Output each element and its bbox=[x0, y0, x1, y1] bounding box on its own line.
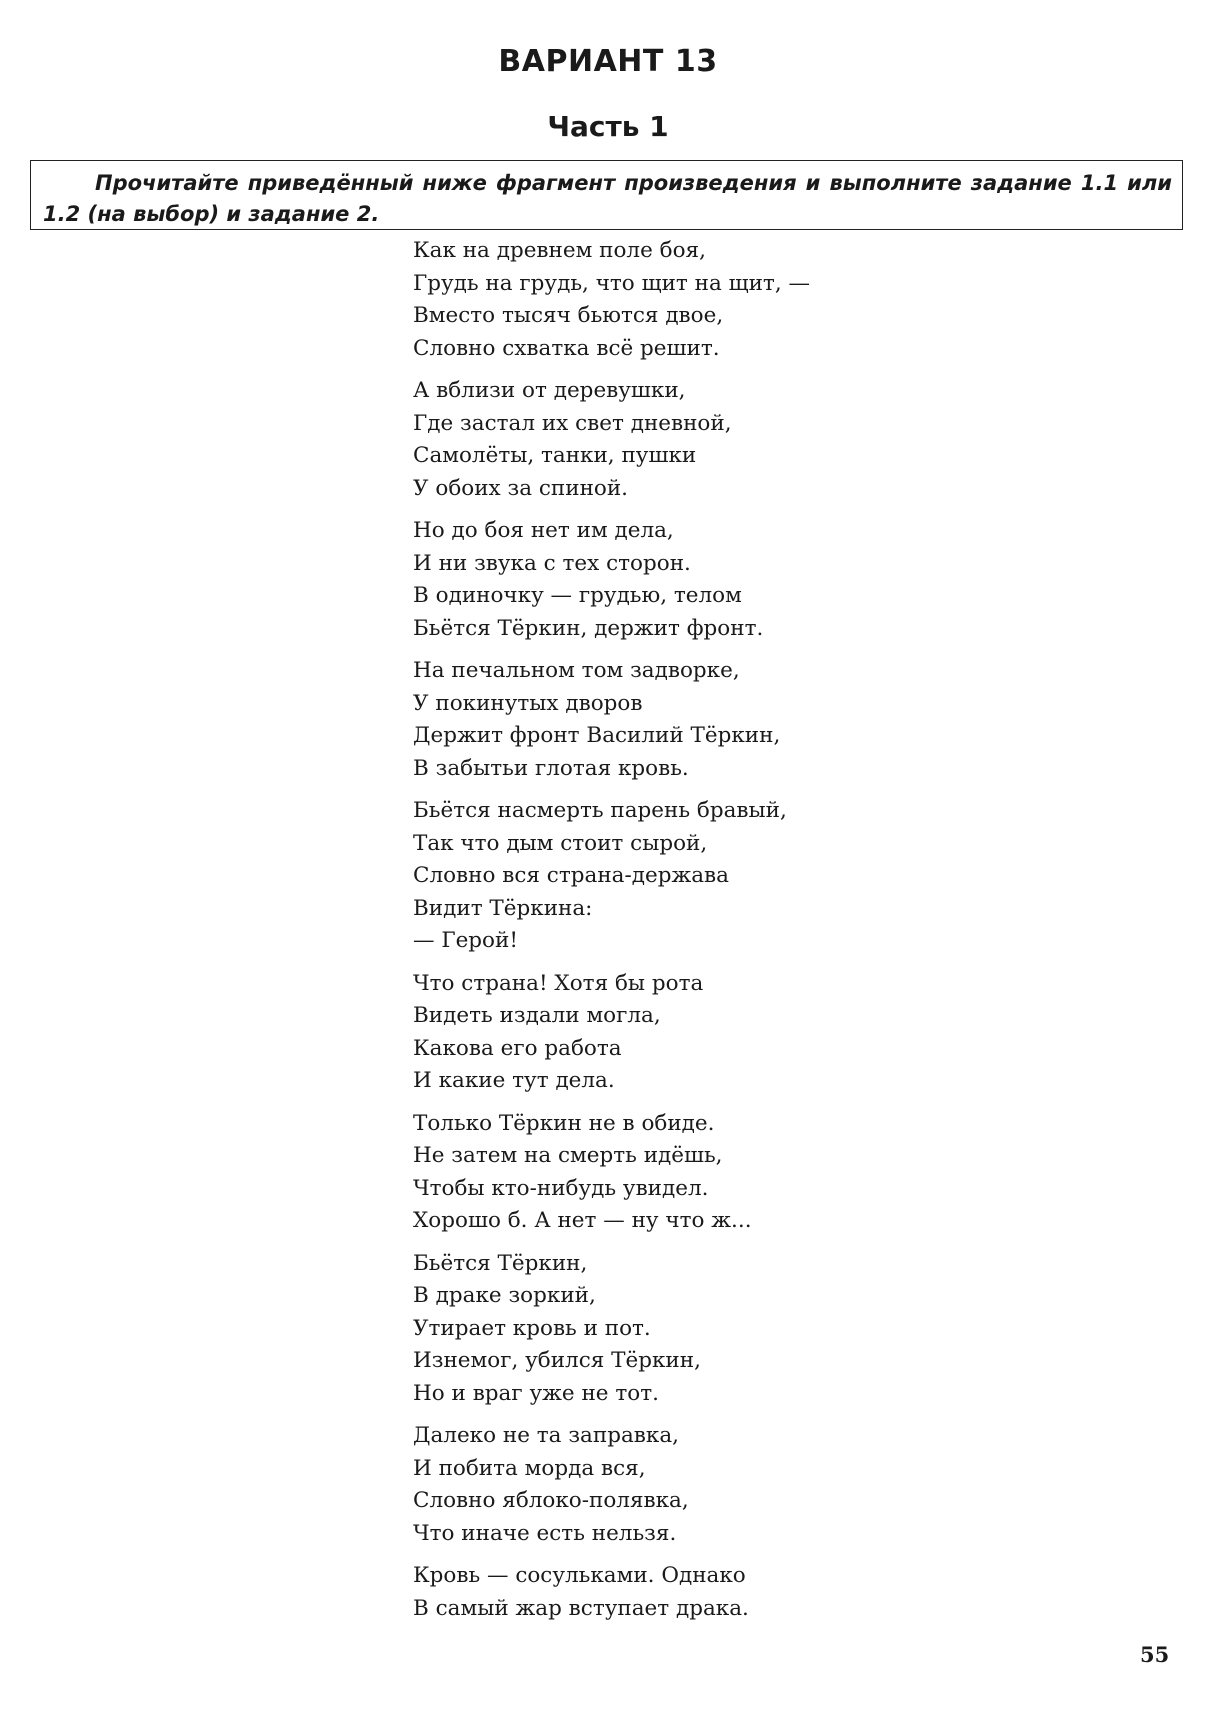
poem-stanza bbox=[413, 235, 953, 365]
poem-line: В одиночку — грудью, телом bbox=[413, 583, 742, 608]
poem-line: Вместо тысяч бьются двое, bbox=[413, 303, 724, 328]
poem-line: Изнемог, убился Тёркин, bbox=[413, 1348, 701, 1373]
poem-line: И побита морда вся, bbox=[413, 1455, 646, 1481]
poem-line: Кровь — сосульками. Однако bbox=[413, 1563, 746, 1588]
poem-line: Как на древнем поле боя, bbox=[413, 238, 706, 263]
poem-line: Бьётся Тёркин, держит фронт. bbox=[413, 615, 764, 641]
poem-stanza bbox=[413, 1108, 953, 1238]
poem-line: И какие тут дела. bbox=[413, 1068, 615, 1093]
poem-line: В забытьи глотая кровь. bbox=[413, 755, 689, 781]
poem-stanza bbox=[413, 1420, 953, 1550]
poem-line: И ни звука с тех сторон. bbox=[413, 550, 691, 576]
instruction-text: Прочитайте приведённый ниже фрагмент произведения и выполните задание 1.1 или 1.2 (на выбор) и задание 2. bbox=[43, 171, 1172, 226]
poem-line: Держит фронт Василий Тёркин, bbox=[413, 723, 781, 748]
poem-line: Далеко не та заправка, bbox=[413, 1423, 679, 1448]
poem-line: Так что дым стоит сырой, bbox=[413, 830, 708, 856]
poem-stanza bbox=[413, 968, 953, 1098]
variant-title: ВАРИАНТ 13 bbox=[498, 44, 718, 79]
poem-stanza bbox=[413, 655, 953, 785]
poem-line: Какова его работа bbox=[413, 1035, 622, 1061]
poem-stanza bbox=[413, 1248, 953, 1411]
poem-line: В самый жар вступает драка. bbox=[413, 1595, 749, 1621]
poem-line: Бьётся Тёркин, bbox=[413, 1250, 588, 1276]
poem-line: Где застал их свет дневной, bbox=[413, 410, 732, 436]
poem-line: Утирает кровь и пот. bbox=[413, 1315, 651, 1341]
poem-line: У покинутых дворов bbox=[413, 690, 643, 716]
poem-line: Видеть издали могла, bbox=[413, 1003, 661, 1028]
poem-line: Хорошо б. А нет — ну что ж... bbox=[413, 1208, 752, 1233]
poem-line: Только Тёркин не в обиде. bbox=[413, 1110, 715, 1136]
instruction-box bbox=[30, 160, 1183, 230]
poem-line: На печальном том задворке, bbox=[413, 658, 740, 683]
poem-line: Грудь на грудь, что щит на щит, — bbox=[413, 270, 810, 296]
poem-line: Словно вся страна-держава bbox=[413, 863, 729, 888]
poem-stanza bbox=[413, 795, 953, 958]
poem-line: Что страна! Хотя бы рота bbox=[413, 970, 704, 996]
part-title: Часть 1 bbox=[547, 110, 669, 143]
poem-line: Видит Тёркина: bbox=[413, 895, 593, 921]
poem-line: Бьётся насмерть парень бравый, bbox=[413, 798, 787, 823]
poem-line: Чтобы кто-нибудь увидел. bbox=[413, 1175, 709, 1201]
poem-line: Не затем на смерть идёшь, bbox=[413, 1143, 723, 1168]
poem-line: А вблизи от деревушки, bbox=[413, 378, 686, 403]
poem-stanza bbox=[413, 515, 953, 645]
page-number: 55 bbox=[1140, 1642, 1170, 1667]
poem-line: — Герой! bbox=[413, 928, 518, 953]
poem-line: Но до боя нет им дела, bbox=[413, 518, 674, 543]
poem-line: Что иначе есть нельзя. bbox=[413, 1520, 677, 1546]
poem-stanza bbox=[413, 375, 953, 505]
poem-line: Но и враг уже не тот. bbox=[413, 1380, 659, 1406]
poem-line: У обоих за спиной. bbox=[413, 475, 629, 501]
poem-stanza bbox=[413, 1560, 953, 1625]
poem-line: Самолёты, танки, пушки bbox=[413, 443, 697, 468]
poem-line: В драке зоркий, bbox=[413, 1283, 596, 1308]
poem-line: Словно схватка всё решит. bbox=[413, 335, 720, 361]
poem-line: Словно яблоко-полявка, bbox=[413, 1488, 689, 1513]
poem-text bbox=[413, 235, 953, 1635]
